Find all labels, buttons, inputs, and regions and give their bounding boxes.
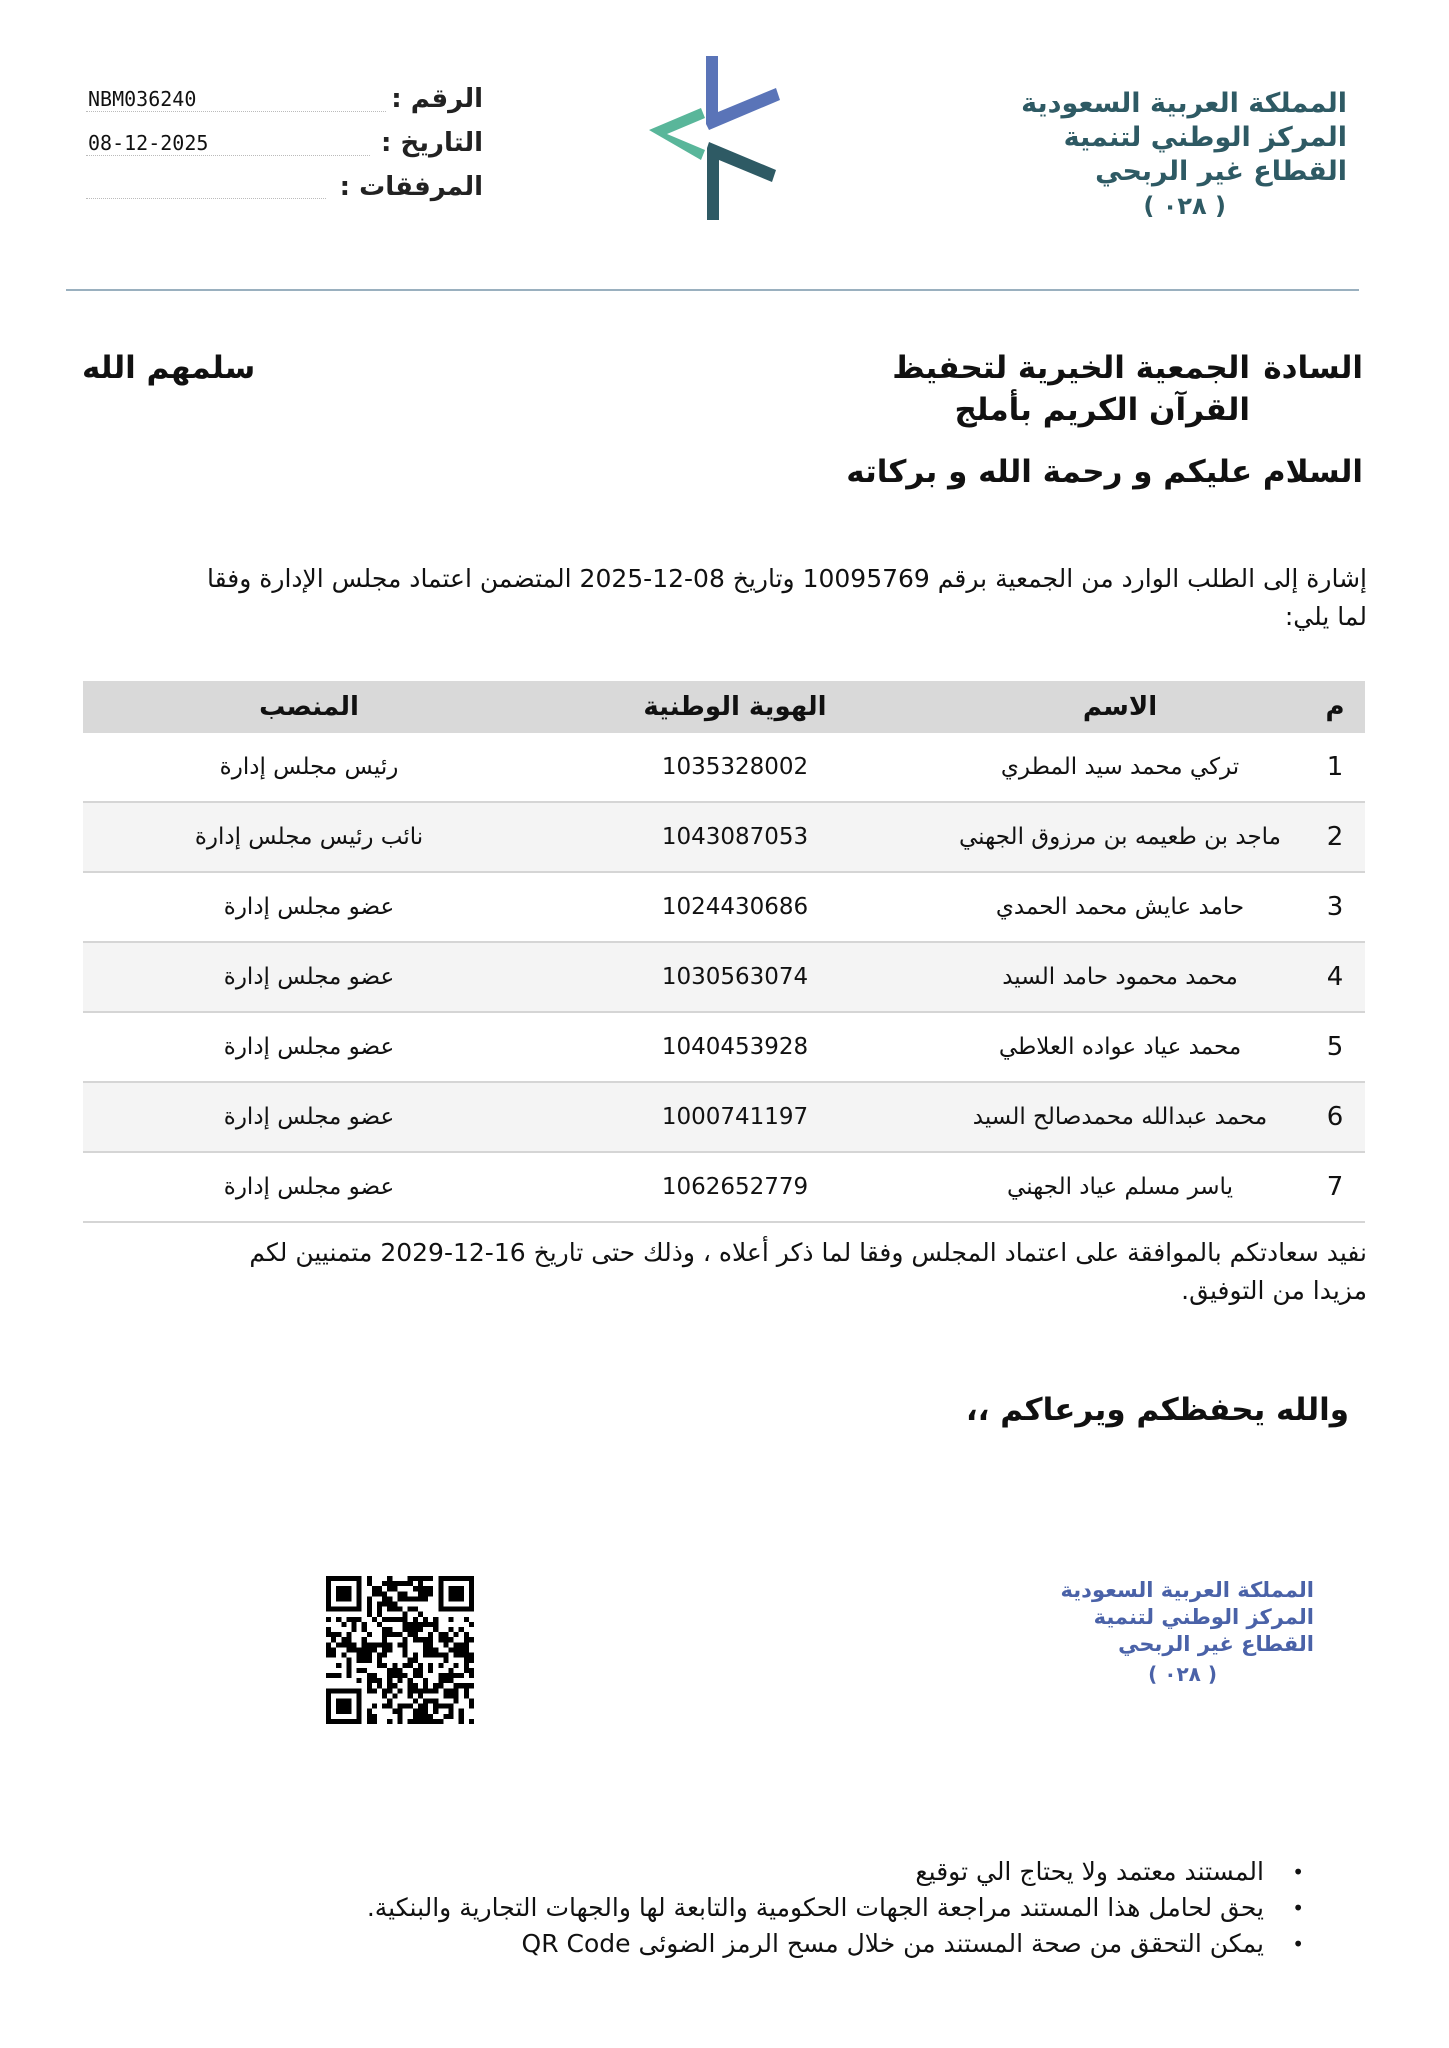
member-position: عضو مجلس إدارة xyxy=(223,894,395,920)
member-id: 1035328002 xyxy=(661,754,809,780)
board-members-table xyxy=(83,681,1365,1223)
member-id: 1040453928 xyxy=(661,1034,809,1060)
ref-number-value: NBM036240 xyxy=(88,87,197,111)
ref-date-line xyxy=(86,155,370,156)
member-position: عضو مجلس إدارة xyxy=(223,1034,395,1060)
member-id: 1043087053 xyxy=(661,824,809,850)
recipient-line-2: القرآن الكريم بأملج xyxy=(954,392,1250,428)
table-row xyxy=(83,803,1365,873)
footer-note-text: يمكن التحقق من صحة المستند من خلال مسح الرمز الضوئى QR Code xyxy=(521,1929,1264,1958)
row-number: 7 xyxy=(1326,1172,1344,1202)
header-divider xyxy=(66,289,1359,291)
member-position: عضو مجلس إدارة xyxy=(223,964,395,990)
org-logo xyxy=(643,52,783,222)
row-number: 4 xyxy=(1326,962,1344,992)
table-row xyxy=(83,873,1365,943)
col-header-m: م xyxy=(1325,692,1345,722)
row-number: 3 xyxy=(1326,892,1344,922)
salutation-word: السادة xyxy=(1263,350,1363,386)
footer-notes xyxy=(366,1854,1304,1962)
member-name: محمد عبدالله محمدصالح السيد xyxy=(972,1104,1268,1130)
member-position: نائب رئيس مجلس إدارة xyxy=(194,824,424,850)
member-name: محمد عياد عواده العلاطي xyxy=(998,1034,1242,1060)
row-number: 6 xyxy=(1326,1102,1344,1132)
org-name-line-3: القطاع غير الربحي xyxy=(1095,156,1347,187)
stamp-code: ( ٠٢٨ ) xyxy=(1148,1662,1217,1686)
col-header-name: الاسم xyxy=(1082,692,1158,722)
bullet-icon: • xyxy=(1292,1860,1304,1884)
footer-note-text: المستند معتمد ولا يحتاج الي توقيع xyxy=(915,1857,1264,1886)
qr-code xyxy=(326,1576,474,1724)
footer-note xyxy=(367,1926,1304,1962)
stamp-line-2: المركز الوطني لتنمية xyxy=(1093,1605,1314,1629)
member-name: محمد محمود حامد السيد xyxy=(1002,964,1238,990)
intro-line-2: لما يلي: xyxy=(1284,602,1367,631)
member-name: ياسر مسلم عياد الجهني xyxy=(1007,1174,1233,1200)
footer-note xyxy=(366,1890,1304,1926)
org-name-line-1: المملكة العربية السعودية xyxy=(1021,88,1347,119)
closing-phrase: والله يحفظكم ويرعاكم ،، xyxy=(965,1392,1349,1428)
stamp-line-1: المملكة العربية السعودية xyxy=(1060,1578,1314,1602)
row-number: 5 xyxy=(1326,1032,1344,1062)
col-header-id: الهوية الوطنية xyxy=(643,692,827,722)
table-header-row xyxy=(83,681,1365,733)
table-row xyxy=(83,733,1365,803)
table-row xyxy=(83,943,1365,1013)
honorific: سلمهم الله xyxy=(82,350,256,386)
ref-attachments-line xyxy=(86,198,326,199)
stamp-line-3: القطاع غير الربحي xyxy=(1118,1632,1314,1656)
member-id: 1000741197 xyxy=(661,1104,809,1130)
bullet-icon: • xyxy=(1292,1896,1304,1920)
org-name-line-2: المركز الوطني لتنمية xyxy=(1063,122,1347,153)
member-name: تركي محمد سيد المطري xyxy=(1000,754,1240,780)
member-position: عضو مجلس إدارة xyxy=(223,1174,395,1200)
member-id: 1024430686 xyxy=(661,894,809,920)
member-position: رئيس مجلس إدارة xyxy=(219,754,399,780)
row-number: 2 xyxy=(1326,822,1344,852)
member-id: 1062652779 xyxy=(661,1174,809,1200)
bullet-icon: • xyxy=(1292,1932,1304,1956)
table-row xyxy=(83,1013,1365,1083)
table-row xyxy=(83,1083,1365,1153)
ref-attachments-label: المرفقات : xyxy=(339,172,483,202)
intro-line-1: إشارة إلى الطلب الوارد من الجمعية برقم 10095769 وتاريخ 08-12-2025 المتضمن اعتماد مجلس الإدارة وفقا xyxy=(207,564,1367,593)
ref-date-value: 08-12-2025 xyxy=(88,131,209,155)
ref-number-label: الرقم : xyxy=(391,84,483,114)
col-header-position: المنصب xyxy=(259,692,359,722)
table-row xyxy=(83,1153,1365,1223)
footer-note xyxy=(367,1854,1304,1890)
greeting: السلام عليكم و رحمة الله و بركاته xyxy=(846,454,1363,490)
member-name: ماجد بن طعيمه بن مرزوق الجهني xyxy=(959,824,1281,850)
member-name: حامد عايش محمد الحمدي xyxy=(995,894,1245,920)
ref-date-label: التاريخ : xyxy=(381,128,483,158)
row-number: 1 xyxy=(1326,752,1344,782)
member-position: عضو مجلس إدارة xyxy=(223,1104,395,1130)
conclusion-line-1: نفيد سعادتكم بالموافقة على اعتماد المجلس وفقا لما ذكر أعلاه ، وذلك حتى تاريخ 16-12-2029 متمنيين لكم xyxy=(249,1238,1367,1267)
recipient-line-1: الجمعية الخيرية لتحفيظ xyxy=(892,350,1250,386)
footer-note-text: يحق لحامل هذا المستند مراجعة الجهات الحكومية والتابعة لها والجهات التجارية والبنكية. xyxy=(366,1893,1264,1922)
member-id: 1030563074 xyxy=(661,964,809,990)
ref-number-line xyxy=(86,111,386,112)
org-code: ( ٠٢٨ ) xyxy=(1143,192,1226,220)
conclusion-line-2: مزيدا من التوفيق. xyxy=(1181,1276,1367,1305)
